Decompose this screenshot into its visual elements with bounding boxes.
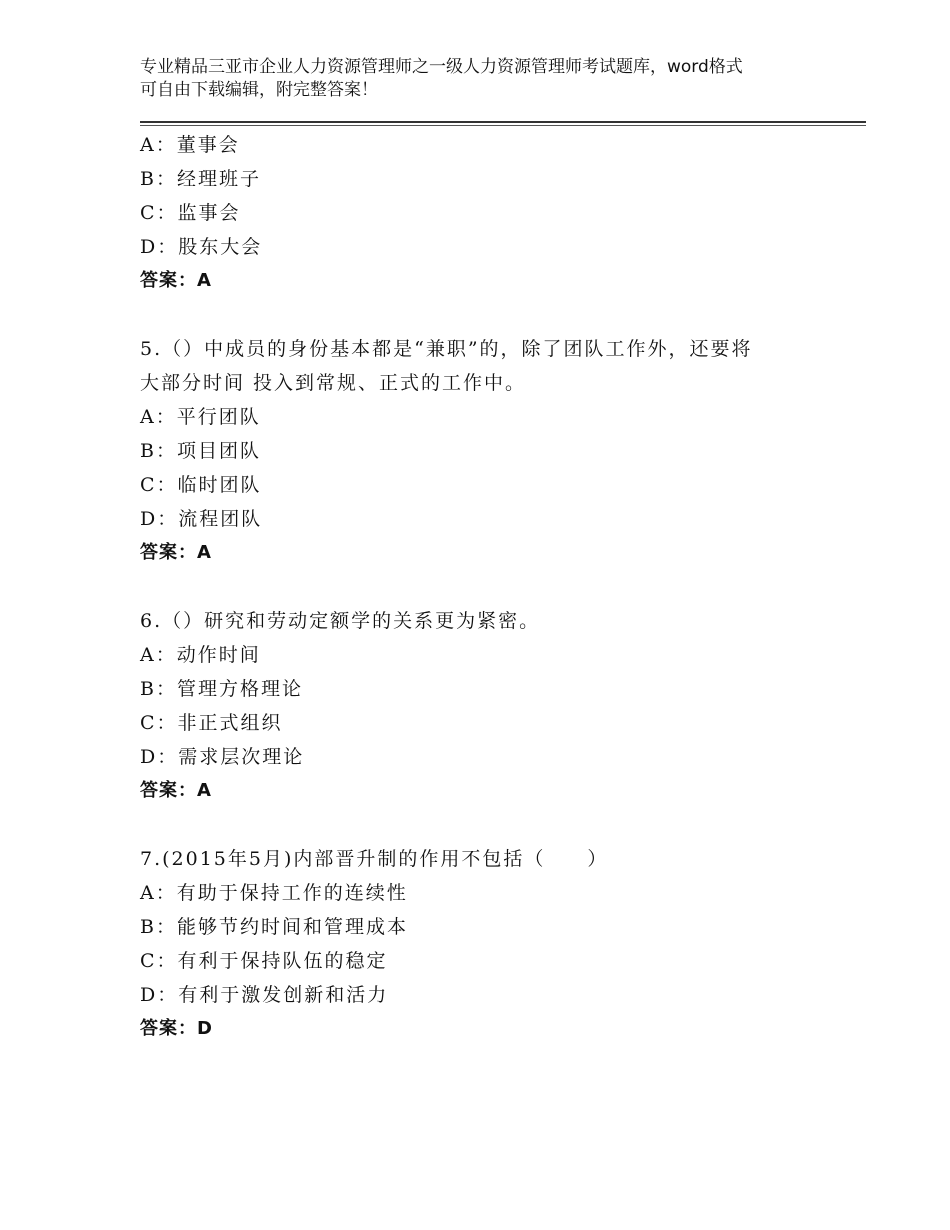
spacer xyxy=(140,808,860,842)
header-divider-thin xyxy=(140,125,866,126)
answer-line: 答案：A xyxy=(140,780,212,801)
question-stem: 6.（）研究和劳动定额学的关系更为紧密。 xyxy=(140,610,541,632)
option-c: C：临时团队 xyxy=(140,474,262,496)
question-stem: 7.(2015年5月)内部晋升制的作用不包括（ ） xyxy=(140,848,609,870)
question-stem-line-2: 大部分时间 投入到常规、正式的工作中。 xyxy=(140,372,527,394)
option-c: C：监事会 xyxy=(140,202,241,224)
spacer xyxy=(140,298,860,332)
option-d: D：有利于激发创新和活力 xyxy=(140,984,389,1006)
option-b: B：项目团队 xyxy=(140,440,261,462)
option-b: B：管理方格理论 xyxy=(140,678,303,700)
header-divider-thick xyxy=(140,121,866,123)
question-7 xyxy=(140,842,860,1046)
question-stem-line-1: 5.（）中成员的身份基本都是“兼职”的，除了团队工作外，还要将 xyxy=(140,338,753,360)
option-b: B：经理班子 xyxy=(140,168,261,190)
document-header xyxy=(140,56,820,102)
option-d: D：需求层次理论 xyxy=(140,746,305,768)
spacer xyxy=(140,570,860,604)
question-list xyxy=(140,128,860,1046)
option-a: A：有助于保持工作的连续性 xyxy=(140,882,408,904)
question-5 xyxy=(140,332,860,570)
option-a: A：平行团队 xyxy=(140,406,261,428)
header-line-2: 可自由下载编辑，附完整答案！ xyxy=(140,80,378,100)
option-d: D：股东大会 xyxy=(140,236,263,258)
option-d: D：流程团队 xyxy=(140,508,263,530)
option-b: B：能够节约时间和管理成本 xyxy=(140,916,408,938)
option-a: A：董事会 xyxy=(140,134,240,156)
option-c: C：有利于保持队伍的稳定 xyxy=(140,950,388,972)
question-6 xyxy=(140,604,860,808)
answer-line: 答案：A xyxy=(140,270,212,291)
option-c: C：非正式组织 xyxy=(140,712,283,734)
question-4 xyxy=(140,128,860,298)
answer-line: 答案：A xyxy=(140,542,212,563)
option-a: A：动作时间 xyxy=(140,644,261,666)
header-line-1: 专业精品三亚市企业人力资源管理师之一级人力资源管理师考试题库，word格式 xyxy=(140,57,743,77)
answer-line: 答案：D xyxy=(140,1018,213,1039)
